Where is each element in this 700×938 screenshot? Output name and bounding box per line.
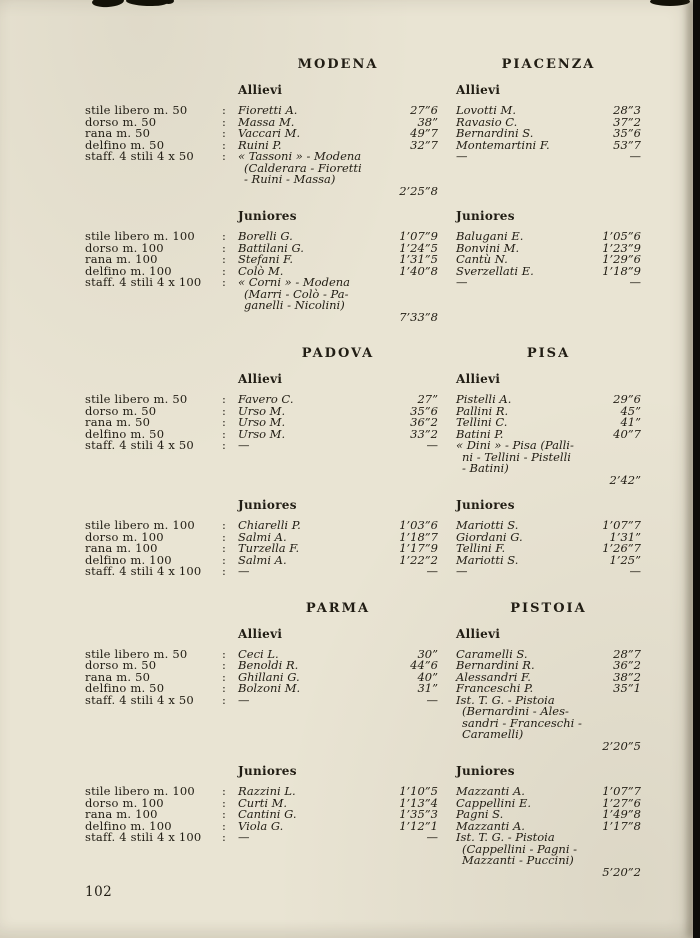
category-heading: Juniores (456, 764, 515, 778)
result-time: 1’07”9 (399, 229, 438, 243)
colon-separator: : (222, 114, 226, 129)
colon-separator: : (222, 646, 226, 661)
result-time: 35”1 (613, 681, 641, 695)
city-header-row (85, 58, 700, 72)
city-title: PISA (526, 346, 571, 361)
competitor-names (238, 818, 392, 833)
result-time: 7’33”8 (399, 309, 438, 324)
result-time: 33”2 (410, 426, 438, 441)
competitor-names (238, 566, 392, 578)
name-line: Borelli G. (238, 229, 293, 243)
city-title: PARMA (305, 600, 371, 616)
colon-separator: : (222, 403, 226, 418)
colon-separator: : (222, 564, 226, 578)
name-line: Tellini C. (456, 415, 508, 429)
name-line: — (456, 149, 468, 163)
result-time: 36”2 (410, 415, 438, 429)
event-label: delfino m. 50 (85, 681, 165, 695)
right-result-cell (456, 151, 641, 163)
result-time: 28”3 (613, 103, 641, 117)
name-line: Mariotti S. (456, 518, 519, 532)
category-heading: Allievi (456, 83, 501, 97)
result-time: 40” (417, 669, 438, 684)
name-line: Battilani G. (238, 240, 304, 255)
event-label: rana m. 100 (85, 252, 158, 266)
name-line: — (238, 564, 250, 578)
right-result-cell (456, 137, 641, 152)
competitor-names (456, 151, 595, 163)
result-time: 1’23”9 (602, 240, 641, 255)
city-results-block (85, 602, 700, 879)
result-time: 1’24”5 (399, 240, 438, 255)
event-label: staff. 4 stili 4 x 50 (85, 438, 194, 452)
right-result-cell (456, 440, 641, 486)
name-line: Bolzoni M. (238, 681, 301, 695)
competitor-names (456, 277, 595, 289)
colon-separator: : (222, 392, 226, 406)
result-time: 49”7 (410, 126, 438, 140)
result-row (85, 660, 700, 672)
colon-separator: : (222, 252, 226, 266)
name-line: Franceschi P. (456, 681, 534, 695)
colon-separator: : (222, 438, 226, 452)
name-line: — (238, 830, 250, 844)
name-line: Urso M. (238, 426, 286, 441)
result-time: 1’10”5 (399, 784, 438, 798)
colon-separator: : (222, 529, 226, 544)
city-title: PADOVA (301, 346, 375, 361)
result-row (85, 114, 700, 129)
city-title: PIACENZA (501, 57, 596, 72)
result-row (85, 440, 700, 486)
result-row (85, 403, 700, 418)
colon-separator: : (222, 229, 226, 243)
competitor-names (238, 552, 392, 567)
colon-separator: : (222, 426, 226, 441)
event-label: staff. 4 stili 4 x 50 (85, 692, 194, 707)
result-time: — (629, 564, 641, 578)
result-time: 41” (620, 415, 641, 429)
scan-edge-shadow (693, 0, 700, 938)
name-line: Stefani F. (238, 252, 294, 266)
competitor-names (238, 683, 392, 695)
result-row (85, 151, 700, 197)
name-line: (Calderara - Fioretti (244, 160, 362, 175)
name-line: Fioretti A. (238, 103, 298, 117)
name-line: Ist. T. G. - Pistoia (456, 830, 555, 844)
category-heading: Allievi (456, 626, 501, 641)
result-row (85, 105, 700, 117)
event-label: staff. 4 stili 4 x 100 (85, 564, 202, 578)
name-line: - Ruini - Massa) (244, 172, 336, 186)
category-heading: Allievi (238, 626, 283, 641)
name-line: Sverzellati E. (456, 263, 534, 278)
name-line: (Cappellini - Pagni - (462, 841, 578, 856)
category-header-row (85, 628, 700, 641)
result-time: 1’31”5 (399, 252, 438, 266)
result-time: 35”6 (613, 126, 641, 140)
colon-separator: : (222, 275, 226, 289)
name-line: — (456, 564, 468, 578)
name-line: Alessandri F. (456, 669, 531, 684)
result-time: 44”6 (410, 658, 438, 672)
event-label: stile libero m. 100 (85, 518, 195, 532)
result-row (85, 520, 700, 532)
result-time: — (426, 438, 438, 452)
result-row (85, 394, 700, 406)
colon-separator: : (222, 263, 226, 278)
right-result-cell (456, 832, 641, 878)
result-time: — (426, 564, 438, 578)
name-line: Caramelli S. (456, 646, 528, 661)
result-time: 1’03”6 (399, 518, 438, 532)
city-header-row (85, 602, 700, 616)
name-line: Bernardini S. (456, 126, 534, 140)
event-label: stile libero m. 100 (85, 784, 195, 798)
name-line: (Marri - Colò - Pa- (244, 286, 349, 301)
name-line: Ravasio C. (456, 114, 518, 129)
result-time: 38”2 (613, 669, 641, 684)
name-line: « Tassoni » - Modena (238, 149, 362, 163)
name-line: Curti M. (238, 795, 288, 810)
result-time: 27”6 (410, 103, 438, 117)
right-result-cell (456, 692, 641, 753)
colon-separator: : (222, 830, 226, 844)
name-line: — (238, 692, 250, 707)
category-heading: Allievi (238, 83, 283, 97)
name-line: (Bernardini - Ales- (462, 704, 569, 718)
name-line: Mariotti S. (456, 552, 519, 567)
result-row (85, 417, 700, 429)
name-line: Ist. T. G. - Pistoia (456, 692, 555, 707)
event-label: delfino m. 100 (85, 818, 172, 833)
left-result-cell (238, 552, 438, 567)
result-time: 1’07”7 (602, 518, 641, 532)
competitor-names (238, 426, 392, 441)
event-label: dorso m. 100 (85, 240, 164, 255)
competitor-names (238, 692, 392, 707)
name-line: Chiarelli P. (238, 518, 301, 532)
event-label: staff. 4 stili 4 x 100 (85, 830, 202, 844)
result-time: 29”6 (613, 392, 641, 406)
result-time: 37”2 (613, 114, 641, 129)
category-header-row (85, 499, 700, 512)
name-line: Massa M. (238, 114, 295, 129)
name-line: Montemartini F. (456, 137, 550, 152)
name-line: Favero C. (238, 392, 294, 406)
result-time: 2’25”8 (399, 183, 438, 198)
competitor-names (238, 277, 438, 312)
name-line: Balugani E. (456, 229, 524, 243)
name-line: Batini P. (456, 426, 504, 441)
result-time: 5’20”2 (602, 864, 641, 879)
competitor-names (456, 832, 641, 867)
event-label: rana m. 50 (85, 415, 151, 429)
colon-separator: : (222, 681, 226, 695)
event-label: dorso m. 100 (85, 529, 164, 544)
name-line: Lovotti M. (456, 103, 516, 117)
result-time: 28”7 (613, 646, 641, 661)
result-time: 2’42” (609, 472, 641, 487)
result-time: 1’25” (609, 552, 641, 567)
name-line: Vaccari M. (238, 126, 301, 140)
name-line: Tellini F. (456, 541, 506, 555)
colon-separator: : (222, 126, 226, 140)
city-title: MODENA (297, 57, 379, 72)
result-row (85, 646, 700, 661)
result-row (85, 832, 700, 878)
name-line: Mazzanti - Puccini) (462, 853, 574, 867)
result-time: 1’17”8 (602, 818, 641, 833)
event-label: delfino m. 50 (85, 426, 165, 441)
colon-separator: : (222, 518, 226, 532)
name-line: Giordani G. (456, 529, 523, 544)
name-line: Urso M. (238, 403, 286, 418)
left-result-cell (238, 440, 438, 452)
result-time: 1’31” (609, 529, 641, 544)
name-line: Caramelli) (462, 727, 524, 741)
category-heading: Allievi (238, 372, 283, 386)
result-time: — (426, 830, 438, 844)
result-time: 1’12”1 (399, 818, 438, 833)
left-result-cell (238, 151, 438, 197)
name-line: Pallini R. (456, 403, 509, 418)
left-result-cell (238, 566, 438, 578)
name-line: Cantù N. (456, 252, 508, 266)
city-header-row (85, 347, 700, 361)
name-line: Pagni S. (456, 807, 504, 821)
result-time: 1’35”3 (399, 807, 438, 821)
event-label: dorso m. 50 (85, 658, 157, 672)
right-result-cell (456, 277, 641, 289)
result-time: 1’22”2 (399, 552, 438, 567)
result-time: 1’13”4 (399, 795, 438, 810)
result-time: 2’20”5 (602, 738, 641, 753)
event-label: dorso m. 50 (85, 114, 157, 129)
result-time: 1’27”6 (602, 795, 641, 810)
city-results-block (85, 58, 700, 323)
name-line: - Batini) (462, 461, 509, 475)
event-label: dorso m. 100 (85, 795, 164, 810)
colon-separator: : (222, 137, 226, 152)
result-row (85, 543, 700, 555)
event-label: stile libero m. 50 (85, 103, 188, 117)
result-time: 38” (417, 114, 438, 129)
city-results-block (85, 347, 700, 578)
competitor-names (238, 832, 392, 844)
left-result-cell (238, 426, 438, 441)
left-result-cell (238, 818, 438, 833)
name-line: Ghillani G. (238, 669, 300, 684)
name-line: Razzini L. (238, 784, 296, 798)
name-line: Bernardini R. (456, 658, 535, 672)
competitor-names (238, 440, 392, 452)
result-time: 1’49”8 (602, 807, 641, 821)
result-time: 1’40”8 (399, 263, 438, 278)
colon-separator: : (222, 784, 226, 798)
name-line: Mazzanti A. (456, 818, 525, 833)
name-line: « Dini » - Pisa (Palli- (456, 438, 574, 452)
left-result-cell (238, 692, 438, 707)
colon-separator: : (222, 658, 226, 672)
colon-separator: : (222, 818, 226, 833)
event-label: stile libero m. 100 (85, 229, 195, 243)
event-label: rana m. 100 (85, 541, 158, 555)
result-time: 31” (417, 681, 438, 695)
result-time: — (629, 275, 641, 289)
category-header-row (85, 210, 700, 223)
result-time: 1’29”6 (602, 252, 641, 266)
name-line: — (456, 275, 468, 289)
category-header-row (85, 84, 700, 97)
result-time: — (629, 149, 641, 163)
competitor-names (238, 151, 438, 186)
left-result-cell (238, 832, 438, 844)
name-line: Mazzanti A. (456, 784, 525, 798)
name-line: Viola G. (238, 818, 284, 833)
category-heading: Juniores (238, 498, 297, 512)
result-time: 40”7 (613, 426, 641, 441)
result-time: 1’18”9 (602, 263, 641, 278)
competitor-names (456, 440, 641, 475)
name-line: Ruini P. (238, 137, 282, 152)
result-time: 1’18”7 (399, 529, 438, 544)
competitor-names (456, 137, 595, 152)
colon-separator: : (222, 795, 226, 810)
left-result-cell (238, 683, 438, 695)
event-label: dorso m. 50 (85, 403, 157, 418)
name-line: Salmi A. (238, 552, 287, 567)
event-label: rana m. 100 (85, 807, 158, 821)
competitor-names (456, 263, 595, 278)
category-heading: Allievi (456, 372, 501, 386)
result-time: 1’17”9 (399, 541, 438, 555)
name-line: Cappellini E. (456, 795, 532, 810)
result-time: 1’26”7 (602, 541, 641, 555)
result-row (85, 277, 700, 323)
name-line: Turzella F. (238, 541, 300, 555)
result-time: 35”6 (410, 403, 438, 418)
result-row (85, 566, 700, 578)
result-time: 1’07”7 (602, 784, 641, 798)
event-label: rana m. 50 (85, 669, 151, 684)
event-label: staff. 4 stili 4 x 50 (85, 149, 194, 163)
page-number: 102 (85, 884, 113, 900)
colon-separator: : (222, 807, 226, 821)
event-label: delfino m. 100 (85, 552, 172, 567)
colon-separator: : (222, 669, 226, 684)
name-line: Bonvini M. (456, 240, 520, 255)
result-row (85, 669, 700, 684)
category-heading: Juniores (456, 209, 515, 223)
name-line: ni - Tellini - Pistelli (462, 449, 571, 464)
competitor-names (456, 566, 595, 578)
event-label: delfino m. 50 (85, 137, 165, 152)
right-result-cell (456, 552, 641, 567)
competitor-names (456, 692, 641, 741)
category-heading: Juniores (238, 209, 297, 223)
result-time: 27” (417, 392, 438, 406)
right-result-cell (456, 263, 641, 278)
name-line: « Corni » - Modena (238, 275, 351, 289)
category-heading: Juniores (456, 498, 515, 512)
result-time: 53”7 (613, 137, 641, 152)
category-header-row (85, 765, 700, 778)
name-line: Cantini G. (238, 807, 297, 821)
result-time: 36”2 (613, 658, 641, 672)
event-label: stile libero m. 50 (85, 646, 188, 661)
colon-separator: : (222, 692, 226, 707)
colon-separator: : (222, 415, 226, 429)
category-heading: Juniores (238, 764, 297, 778)
name-line: Pistelli A. (456, 392, 512, 406)
result-time: — (426, 692, 438, 707)
result-time: 30” (417, 646, 438, 661)
name-line: Urso M. (238, 415, 286, 429)
colon-separator: : (222, 552, 226, 567)
result-row (85, 692, 700, 753)
competitor-names (456, 552, 595, 567)
result-time: 1’05”6 (602, 229, 641, 243)
name-line: Colò M. (238, 263, 284, 278)
name-line: Benoldi R. (238, 658, 299, 672)
event-label: staff. 4 stili 4 x 100 (85, 275, 202, 289)
event-label: stile libero m. 50 (85, 392, 188, 406)
event-label: rana m. 50 (85, 126, 151, 140)
category-header-row (85, 373, 700, 386)
left-result-cell (238, 277, 438, 323)
colon-separator: : (222, 149, 226, 163)
event-label: delfino m. 100 (85, 263, 172, 278)
result-time: 32”7 (410, 137, 438, 152)
colon-separator: : (222, 240, 226, 255)
right-result-cell (456, 566, 641, 578)
name-line: ganelli - Nicolini) (244, 298, 345, 312)
name-line: sandri - Franceschi - (462, 715, 582, 730)
result-row (85, 128, 700, 140)
name-line: Ceci L. (238, 646, 279, 661)
result-time: 45” (620, 403, 641, 418)
colon-separator: : (222, 103, 226, 117)
name-line: — (238, 438, 250, 452)
colon-separator: : (222, 541, 226, 555)
name-line: Salmi A. (238, 529, 287, 544)
city-title: PISTOIA (510, 600, 587, 616)
